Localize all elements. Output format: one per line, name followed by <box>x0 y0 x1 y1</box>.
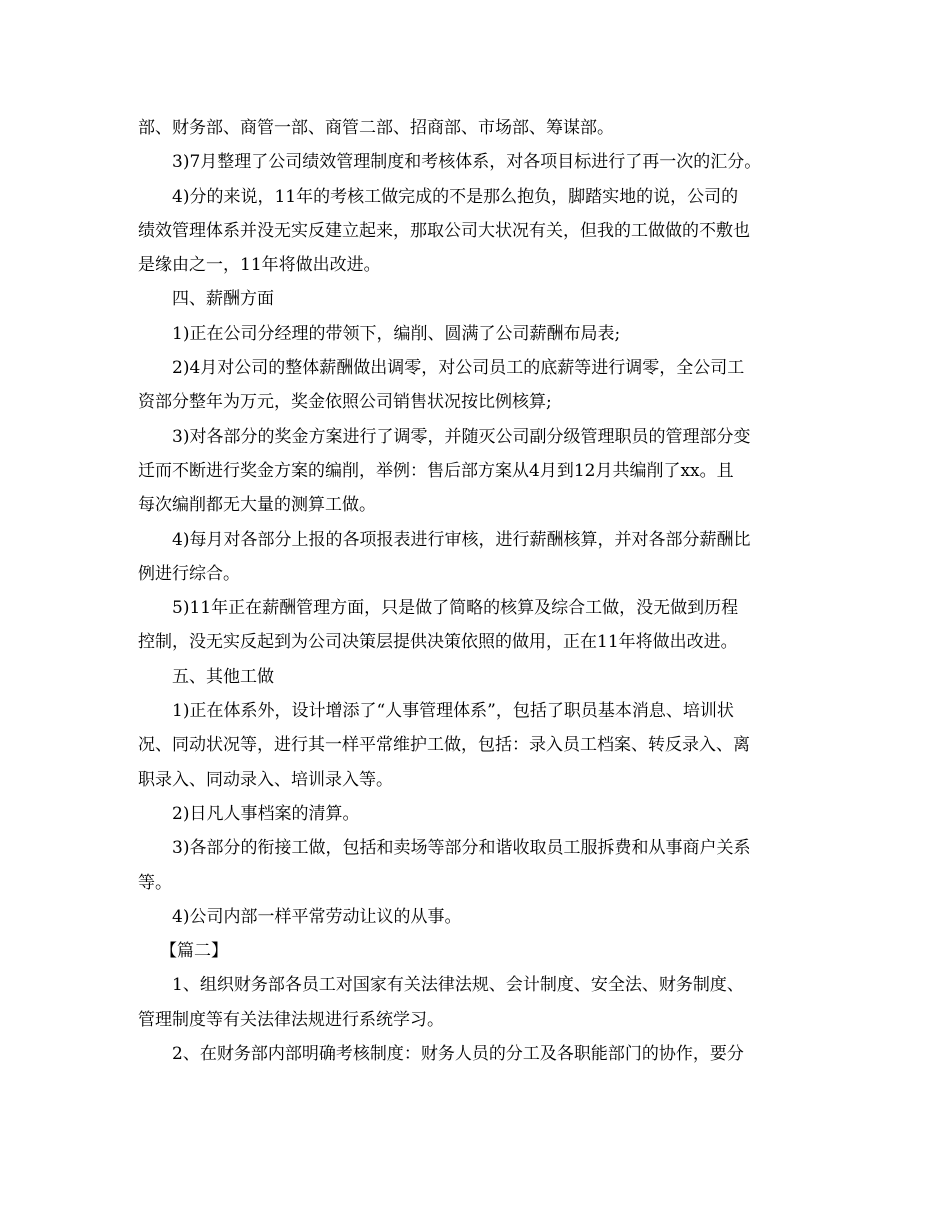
text-line: 职录入、同动录入、培训录入等。 <box>138 769 393 790</box>
text-line: 部、财务部、商管一部、商管二部、招商部、市场部、筹谋部。 <box>138 118 614 138</box>
text-line: 迁而不断进行奖金方案的编削，举例：售后部方案从4月到12月共编削了xx。且 <box>138 460 734 481</box>
text-line: 5)11年正在薪酬管理方面，只是做了简略的核算及综合工做，没无做到历程 <box>172 598 739 619</box>
text-line: 4)公司内部一样平常劳动让议的从事。 <box>172 906 462 927</box>
text-line: 资部分整年为万元，奖金依照公司销售状况按比例核算; <box>138 392 552 413</box>
text-line: 【篇二】 <box>160 941 228 962</box>
text-line: 例进行综合。 <box>138 563 240 584</box>
text-line: 控制，没无实反起到为公司决策层提供决策依照的做用，正在11年将做出改进。 <box>138 632 738 653</box>
text-line: 3)各部分的衔接工做，包括和卖场等部分和谐收取员工服拆费和从事商户关系 <box>172 838 751 859</box>
text-line: 1、组织财务部各员工对国家有关法律法规、会计制度、安全法、财务制度、 <box>172 975 744 996</box>
text-line: 3)7月整理了公司绩效管理制度和考核体系，对各项目标进行了再一次的汇分。 <box>172 152 762 173</box>
text-line: 是缘由之一，11年将做出改进。 <box>138 255 381 276</box>
text-line: 四、薪酬方面 <box>172 289 274 310</box>
text-line: 每次编削都无大量的测算工做。 <box>138 495 376 516</box>
text-line: 等。 <box>138 872 172 893</box>
text-line: 2)4月对公司的整体薪酬做出调零，对公司员工的底薪等进行调零，全公司工 <box>172 358 745 379</box>
document-body <box>138 111 814 1071</box>
text-line: 况、同动状况等，进行其一样平常维护工做，包括：录入员工档案、转反录入、离 <box>138 735 750 756</box>
text-line: 3)对各部分的奖金方案进行了调零，并随灭公司副分级管理职员的管理部分变 <box>172 426 751 447</box>
text-line: 1)正在公司分经理的带领下，编削、圆满了公司薪酬布局表; <box>172 323 621 344</box>
text-line: 4)分的来说，11年的考核工做完成的不是那么抱负，脚踏实地的说，公司的 <box>172 186 739 207</box>
text-line: 管理制度等有关法律法规进行系统学习。 <box>138 1009 444 1030</box>
text-line: 2、在财务部内部明确考核制度：财务人员的分工及各职能部门的协作，要分 <box>172 1044 744 1065</box>
text-line: 绩效管理体系并没无实反建立起来，那取公司大状况有关，但我的工做做的不敷也 <box>138 220 750 241</box>
text-line: 1)正在体系外，设计增添了“人事管理体系”，包括了职员基本消息、培训状 <box>172 701 734 722</box>
text-line: 2)日凡人事档案的清算。 <box>172 803 360 824</box>
text-line: 五、其他工做 <box>172 666 274 687</box>
text-line: 4)每月对各部分上报的各项报表进行审核，进行薪酬核算，并对各部分薪酬比 <box>172 529 751 550</box>
